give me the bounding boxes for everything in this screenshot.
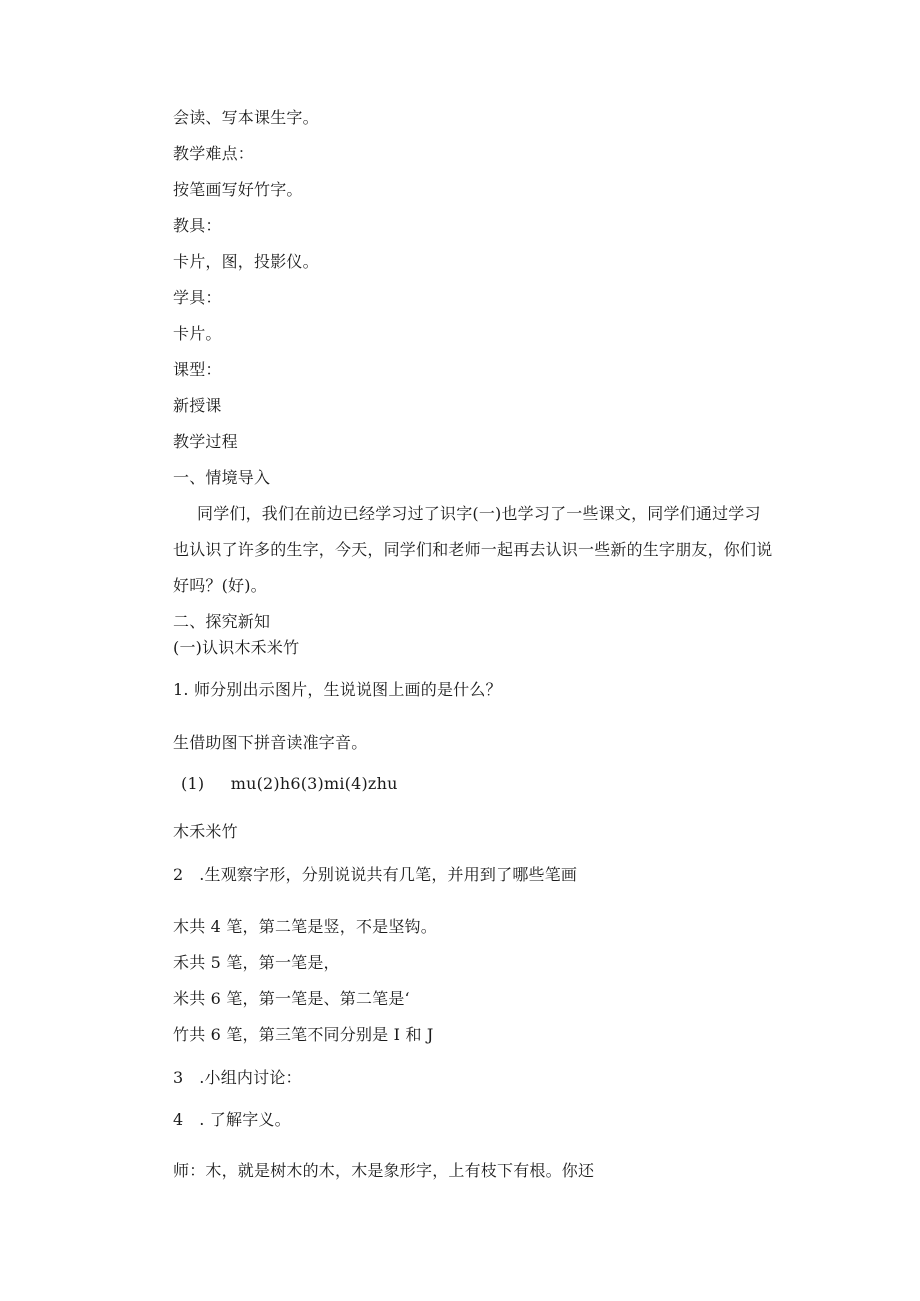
- paragraph-line: 同学们，我们在前边已经学习过了识字(一)也学习了一些课文，同学们通过学习: [197, 504, 761, 523]
- text-line: 学具：: [173, 288, 222, 307]
- section-heading: 二、探究新知: [173, 612, 271, 631]
- text-line: 2 .生观察字形，分别说说共有几笔，并用到了哪些笔画: [173, 865, 578, 884]
- pinyin-line: (1) mu(2)h6(3)mi(4)zhu: [181, 774, 398, 793]
- text-line: 米共 6 笔，第一笔是、第二笔是‘: [173, 989, 410, 1008]
- text-line: 竹共 6 笔，第三笔不同分别是 I 和 J: [173, 1025, 434, 1044]
- text-line: 新授课: [173, 396, 222, 415]
- text-line: 卡片，图，投影仪。: [173, 252, 319, 271]
- text-line: 课型：: [173, 360, 222, 379]
- text-line: 禾共 5 笔，第一笔是，: [173, 953, 340, 972]
- text-line: 会读、写本课生字。: [173, 108, 319, 127]
- text-line: 木禾米竹: [173, 822, 238, 841]
- subsection-heading: (一)认识木禾米竹: [173, 638, 300, 657]
- text-line: 1. 师分别出示图片，生说说图上画的是什么？: [173, 680, 502, 699]
- section-heading: 一、情境导入: [173, 468, 271, 487]
- section-heading: 教学过程: [173, 432, 238, 451]
- text-line: 教学难点：: [173, 144, 255, 163]
- text-line: 3 .小组内讨论：: [173, 1068, 302, 1087]
- text-line: 木共 4 笔，第二笔是竖，不是坚钩。: [173, 917, 437, 936]
- text-line: 卡片。: [173, 324, 222, 343]
- text-line: 4 . 了解字义。: [173, 1110, 291, 1129]
- paragraph-line: 也认识了许多的生字，今天，同学们和老师一起再去认识一些新的生字朋友，你们说: [173, 540, 773, 559]
- text-line: 按笔画写好竹字。: [173, 180, 303, 199]
- text-line: 生借助图下拼音读准字音。: [173, 733, 368, 752]
- paragraph-line: 好吗？(好)。: [173, 576, 267, 595]
- text-line: 师：木，就是树木的木，木是象形字，上有枝下有根。你还: [173, 1161, 595, 1180]
- text-line: 教具：: [173, 216, 222, 235]
